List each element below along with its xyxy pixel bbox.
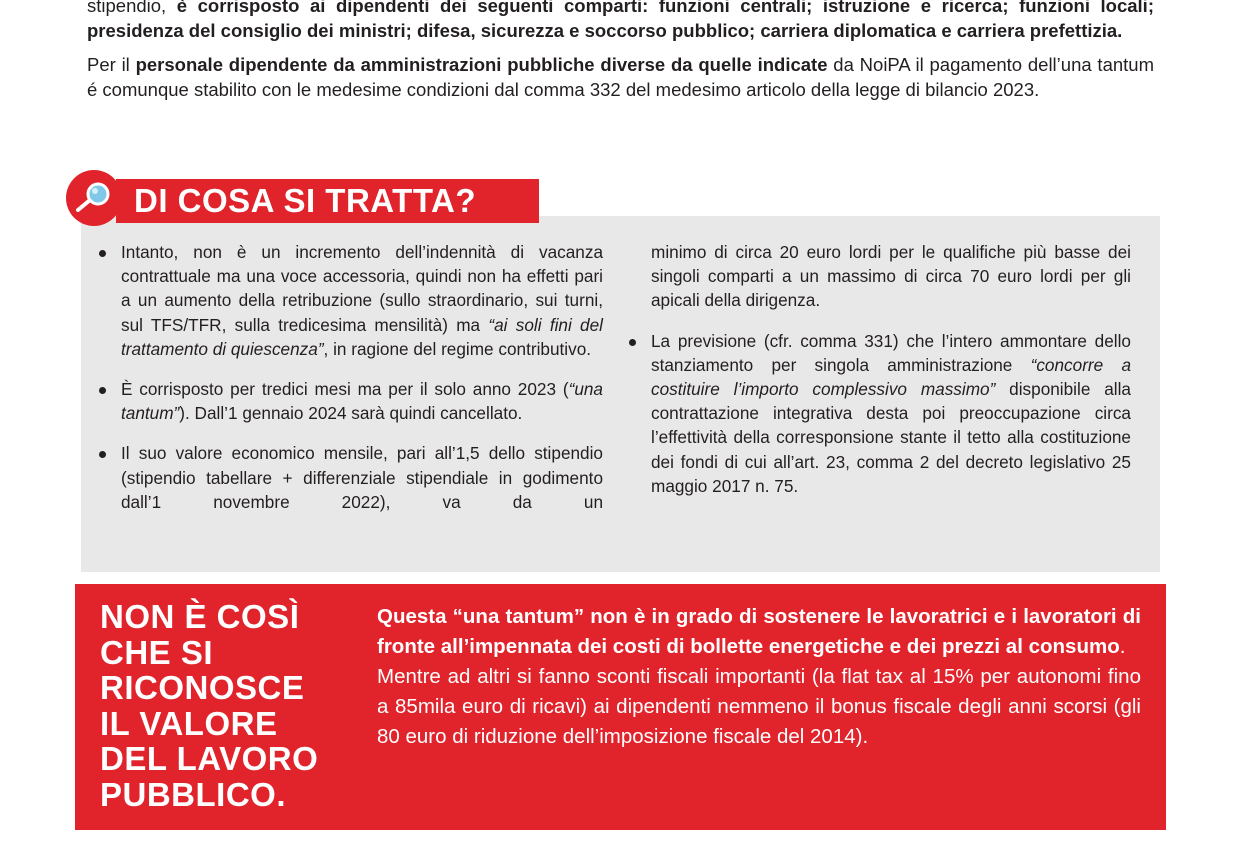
left-column [97, 240, 603, 530]
bullet-4-end: disponibile alla contrattazione integrativa desta poi preoccupazione circa l’effettività della corresponsione stante il tetto alla costituzione dei fondi di cui all’art. 23, comma 2 del decreto legislativo 25 maggio 2017 n. 75. [651, 379, 1131, 496]
callout-bold-text: Questa “una tantum” non è in grado di sostenere le lavoratrici e i lavoratori di fronte all’impennata dei costi di bollette energetiche e dei prezzi al consumo [377, 605, 1141, 658]
slogan-line: PUBBLICO. [100, 775, 286, 813]
list-item [97, 377, 603, 425]
slogan-line: DEL LAVORO [100, 740, 319, 777]
list-item [97, 240, 603, 361]
intro-p1-text: stipendio, [87, 0, 177, 16]
bullet-1-end: , in ragione del regime contributivo. [323, 338, 592, 359]
slogan-line: IL VALORE [100, 704, 278, 742]
bullet-4-quote: “concorre a costituire l’importo complessivo massimo” [651, 354, 1131, 400]
intro-p2-text: Per il [87, 54, 136, 75]
bullet-1-quote: “ai soli fini del trattamento di quiescenza” [121, 314, 603, 359]
slogan-line: RICONOSCE [100, 669, 305, 706]
slogan [100, 599, 360, 812]
bullet-2-quote: “una tantum” [121, 379, 603, 424]
intro-p1-bold: è corrisposto ai dipendenti dei seguenti comparti: funzioni centrali; istruzione e ricerca; funzioni locali; presidenza del consiglio dei ministri; difesa, sicurezza e soccorso pubblico; carriera diplomatica e carriera prefettizia. [87, 0, 1154, 41]
list-item [97, 441, 603, 514]
intro-p2-end: da NoiPA il pagamento dell’una tantum é comunque stabilito con le medesime condizioni dal comma 332 del medesimo articolo della legge di bilancio 2023. [87, 54, 1154, 100]
intro-paragraph-2 [87, 53, 1154, 102]
bullet-3-text: Il suo valore economico mensile, pari all’1,5 dello stipendio (stipendio tabellare + differenziale stipendiale in godimento dall’1 novembre 2022), va da un [121, 443, 603, 512]
bullet-2-end: ). Dall’1 gennaio 2024 sarà quindi cancellato. [179, 403, 523, 424]
callout-text [377, 602, 1141, 752]
slogan-line: CHE SI [100, 633, 214, 671]
list-item [627, 329, 1131, 498]
intro-p2-bold: personale dipendente da amministrazioni pubbliche diverse da quelle indicate [135, 54, 828, 75]
bullet-panel [81, 216, 1160, 572]
callout-box [75, 584, 1166, 830]
intro-paragraph-1 [87, 0, 1154, 43]
callout-body-text: Mentre ad altri si fanno sconti fiscali importanti (la flat tax al 15% per autonomi fino a 85mila euro di ricavi) ai dipendenti nemmeno il bonus fiscale degli anni scorsi (gli 80 euro di riduzione dell’imposizione fiscale del 2014). [377, 665, 1141, 748]
callout-bold-end: . [1119, 635, 1126, 658]
bullet-3-continuation: minimo di circa 20 euro lordi per le qualifiche più basse dei singoli comparti a un massimo di circa 70 euro lordi per gli apicali della dirigenza. [651, 242, 1131, 311]
intro-text [87, 0, 1154, 112]
bullet-2-text: È corrisposto per tredici mesi ma per il solo anno 2023 ( [121, 379, 569, 400]
magnifier-icon [66, 170, 122, 226]
bullet-4-text: La previsione (cfr. comma 331) che l’intero ammontare dello stanziamento per singola amministrazione [651, 330, 1131, 375]
section-title: DI COSA SI TRATTA? [134, 182, 477, 219]
bullet-1-text: Intanto, non è un incremento dell’indennità di vacanza contrattuale ma una voce accessoria, quindi non ha effetti pari a un aumento della retribuzione (sullo straordinario, sui turni, sul TFS/TFR, sulla tredicesima mensilità) ma [121, 242, 603, 335]
right-column [627, 240, 1131, 514]
slogan-line: NON È COSÌ [100, 598, 300, 635]
